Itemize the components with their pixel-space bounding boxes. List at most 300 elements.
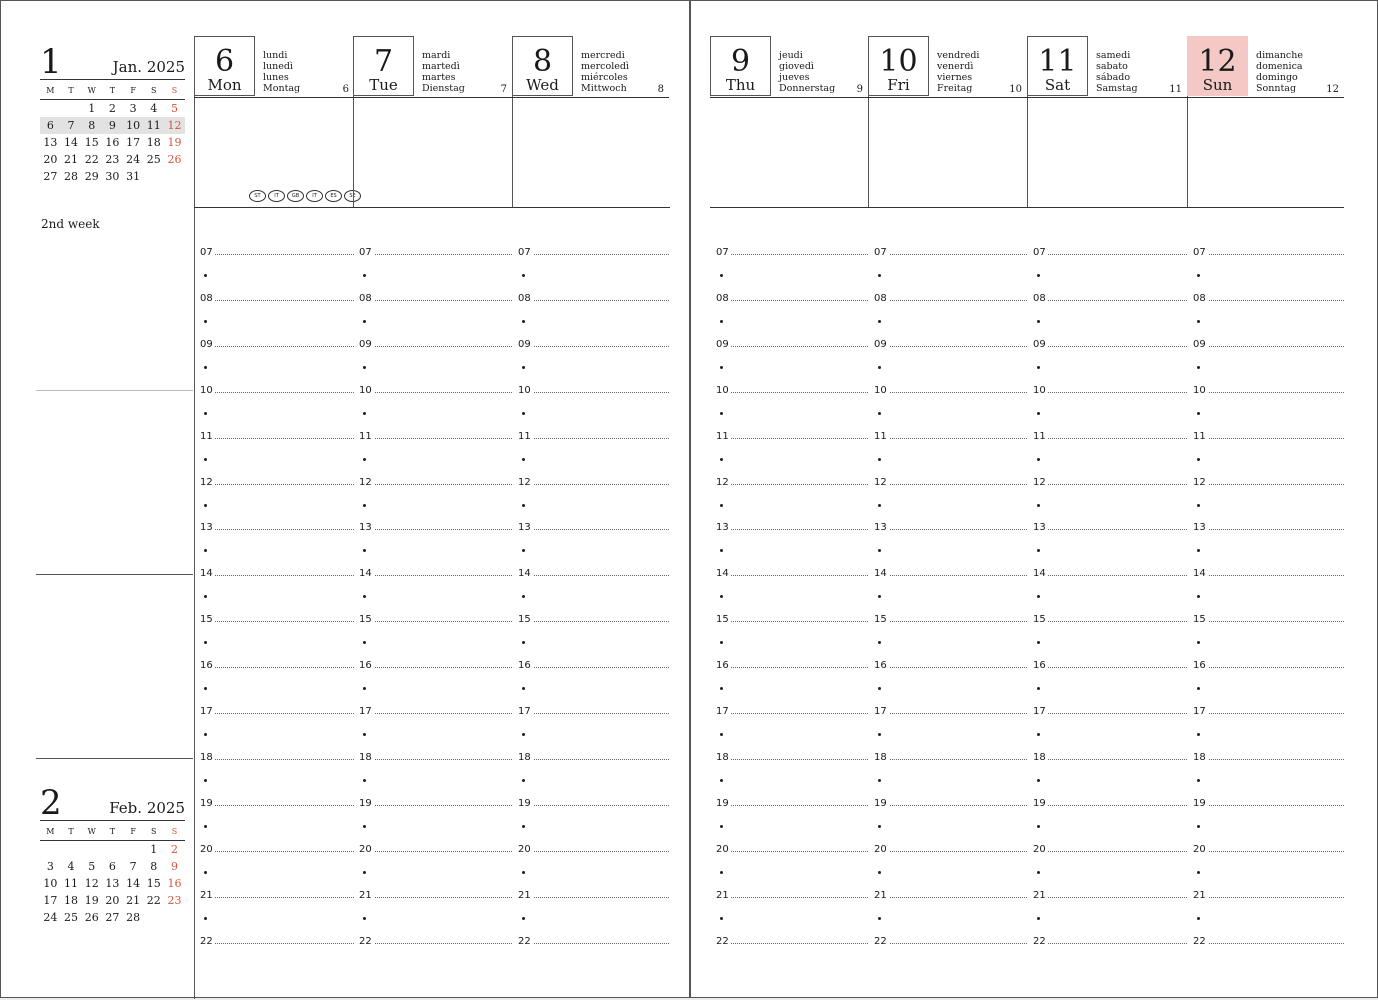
hour-label: 22 xyxy=(716,935,729,947)
hour-slot[interactable] xyxy=(1193,384,1344,398)
hour-slot[interactable] xyxy=(359,430,512,444)
hour-slot[interactable] xyxy=(1033,476,1187,490)
hour-slot[interactable] xyxy=(359,889,512,903)
hour-slot[interactable] xyxy=(1193,430,1344,444)
hour-slot[interactable] xyxy=(716,797,868,811)
hour-slot[interactable] xyxy=(518,292,669,306)
calendar-day: 22 xyxy=(84,153,99,166)
hour-slot[interactable] xyxy=(200,246,354,260)
half-hour-dot xyxy=(1197,504,1200,507)
day-names-multilingual xyxy=(422,50,465,94)
hour-line xyxy=(214,346,354,347)
hour-line xyxy=(1207,529,1344,530)
hour-slot[interactable] xyxy=(1033,843,1187,857)
calendar-day: 25 xyxy=(64,911,79,924)
half-hour-dot xyxy=(522,641,525,644)
calendar-day: 11 xyxy=(143,117,164,134)
hour-slot[interactable] xyxy=(1193,613,1344,627)
half-hour-dot xyxy=(204,779,207,782)
hour-slot[interactable] xyxy=(1033,751,1187,765)
hour-slot[interactable] xyxy=(1033,430,1187,444)
hour-line xyxy=(730,346,868,347)
hour-slot[interactable] xyxy=(200,567,354,581)
hour-line xyxy=(1207,346,1344,347)
hour-slot[interactable] xyxy=(359,751,512,765)
hour-slot[interactable] xyxy=(1033,705,1187,719)
hour-label: 21 xyxy=(716,889,729,901)
hour-slot[interactable] xyxy=(359,476,512,490)
half-hour-dot xyxy=(720,779,723,782)
day-number: 6 xyxy=(214,44,235,79)
hour-slot[interactable] xyxy=(1193,476,1344,490)
hour-line xyxy=(730,667,868,668)
calendar-day xyxy=(61,841,82,858)
hour-label: 08 xyxy=(716,292,729,304)
half-hour-dot xyxy=(720,687,723,690)
hour-line xyxy=(532,805,669,806)
hour-slot[interactable] xyxy=(359,935,512,949)
half-hour-dot xyxy=(363,320,366,323)
hour-line xyxy=(888,254,1027,255)
header-separator xyxy=(194,207,670,208)
hour-slot[interactable] xyxy=(1193,705,1344,719)
hour-slot[interactable] xyxy=(1033,889,1187,903)
half-hour-dot xyxy=(522,779,525,782)
hour-slot[interactable] xyxy=(716,338,868,352)
calendar-day: 31 xyxy=(126,170,141,183)
hour-line xyxy=(214,392,354,393)
day-name: jeudi xyxy=(779,50,803,61)
hour-label: 13 xyxy=(518,522,531,534)
hour-line xyxy=(373,851,512,852)
hour-line xyxy=(888,943,1027,944)
hour-slot[interactable] xyxy=(518,476,669,490)
hour-slot[interactable] xyxy=(716,843,868,857)
calendar-day: 5 xyxy=(88,860,96,873)
half-hour-dot xyxy=(204,366,207,369)
hour-slot[interactable] xyxy=(874,843,1027,857)
hour-slot[interactable] xyxy=(716,476,868,490)
hour-slot[interactable] xyxy=(874,521,1027,535)
hour-slot[interactable] xyxy=(874,246,1027,260)
hour-slot[interactable] xyxy=(518,613,669,627)
half-hour-dot xyxy=(878,549,881,552)
mini-calendar-january xyxy=(40,42,185,185)
day-number: 9 xyxy=(730,44,751,79)
left-page xyxy=(0,0,690,998)
hour-line xyxy=(1047,392,1187,393)
hour-slot[interactable] xyxy=(874,430,1027,444)
hour-slot[interactable] xyxy=(1033,521,1187,535)
hour-slot[interactable] xyxy=(716,430,868,444)
half-hour-dot xyxy=(522,825,525,828)
mini-calendar-header xyxy=(40,42,185,82)
hour-slot[interactable] xyxy=(200,797,354,811)
hour-label: 21 xyxy=(1193,889,1206,901)
hour-line xyxy=(730,805,868,806)
day-name: venerdì xyxy=(937,61,974,72)
weekday-header: S xyxy=(164,83,185,100)
calendar-day: 24 xyxy=(43,911,58,924)
hour-label: 07 xyxy=(518,247,531,258)
calendar-day: 3 xyxy=(46,860,54,873)
day-abbreviation: Sun xyxy=(1202,76,1233,94)
hour-slot[interactable] xyxy=(359,843,512,857)
half-hour-dot xyxy=(204,917,207,920)
half-hour-dot xyxy=(878,274,881,277)
hour-slot[interactable] xyxy=(1193,843,1344,857)
hour-label: 18 xyxy=(359,751,372,763)
hour-line xyxy=(888,805,1027,806)
calendar-day: 11 xyxy=(64,877,79,890)
half-hour-dot xyxy=(1037,274,1040,277)
hour-slot[interactable] xyxy=(200,935,354,949)
hour-line xyxy=(730,575,868,576)
hour-slot[interactable] xyxy=(359,659,512,673)
day-number: 8 xyxy=(532,44,553,79)
hour-slot[interactable] xyxy=(518,430,669,444)
right-page xyxy=(690,0,1378,998)
half-hour-dot xyxy=(204,641,207,644)
half-hour-dot xyxy=(720,595,723,598)
calendar-day: 26 xyxy=(84,911,99,924)
hour-slot[interactable] xyxy=(518,521,669,535)
day-name: sabato xyxy=(1096,61,1128,72)
calendar-day: 19 xyxy=(167,136,182,149)
calendar-day: 21 xyxy=(126,894,141,907)
half-hour-dot xyxy=(1037,917,1040,920)
hour-label: 20 xyxy=(1193,843,1206,855)
half-hour-dot xyxy=(204,458,207,461)
hour-line xyxy=(214,713,354,714)
hour-slot[interactable] xyxy=(518,705,669,719)
hour-slot[interactable] xyxy=(200,705,354,719)
hour-slot[interactable] xyxy=(1033,567,1187,581)
hour-line xyxy=(532,346,669,347)
hour-slot[interactable] xyxy=(874,705,1027,719)
hour-slot[interactable] xyxy=(716,889,868,903)
hour-line xyxy=(888,392,1027,393)
hour-slot[interactable] xyxy=(518,797,669,811)
hour-line xyxy=(532,438,669,439)
hour-label: 09 xyxy=(716,338,729,350)
hour-line xyxy=(730,713,868,714)
hour-slot[interactable] xyxy=(518,246,669,260)
hour-line xyxy=(532,575,669,576)
half-hour-dot xyxy=(1197,274,1200,277)
hour-label: 15 xyxy=(1193,614,1206,626)
hour-slot[interactable] xyxy=(1193,292,1344,306)
hour-slot[interactable] xyxy=(874,384,1027,398)
hour-slot[interactable] xyxy=(1193,797,1344,811)
hour-slot[interactable] xyxy=(1193,246,1344,260)
hour-slot[interactable] xyxy=(359,338,512,352)
hour-slot[interactable] xyxy=(716,613,868,627)
hour-label: 15 xyxy=(518,614,531,626)
holiday-marker: SE xyxy=(344,190,361,202)
hour-label: 17 xyxy=(1193,706,1206,717)
half-hour-dot xyxy=(363,871,366,874)
hour-line xyxy=(532,897,669,898)
hour-slot[interactable] xyxy=(359,797,512,811)
half-hour-dot xyxy=(1037,779,1040,782)
hour-line xyxy=(214,805,354,806)
hour-label: 22 xyxy=(359,935,372,947)
hour-slot[interactable] xyxy=(1193,889,1344,903)
hour-label: 19 xyxy=(716,797,729,809)
day-name: martedì xyxy=(422,61,460,72)
hour-label: 20 xyxy=(359,843,372,855)
hour-slot[interactable] xyxy=(1033,292,1187,306)
mini-calendar-february xyxy=(40,783,185,926)
hour-line xyxy=(730,621,868,622)
half-hour-dot xyxy=(878,641,881,644)
hour-label: 20 xyxy=(1033,843,1046,855)
day-name: dimanche xyxy=(1256,50,1303,61)
calendar-day: 28 xyxy=(64,170,79,183)
half-hour-dot xyxy=(1197,549,1200,552)
hour-slot[interactable] xyxy=(359,292,512,306)
hour-line xyxy=(373,943,512,944)
hour-line xyxy=(532,621,669,622)
hour-slot[interactable] xyxy=(1033,797,1187,811)
calendar-day xyxy=(143,168,164,185)
hour-slot[interactable] xyxy=(1193,521,1344,535)
half-hour-dot xyxy=(878,366,881,369)
hour-slot[interactable] xyxy=(716,384,868,398)
hour-label: 12 xyxy=(1033,476,1046,488)
calendar-day: 13 xyxy=(43,136,58,149)
half-hour-dot xyxy=(1197,641,1200,644)
hour-slot[interactable] xyxy=(200,659,354,673)
hour-line xyxy=(730,759,868,760)
day-header xyxy=(353,36,512,98)
hour-label: 09 xyxy=(359,338,372,350)
hour-slot[interactable] xyxy=(359,384,512,398)
hour-line xyxy=(1207,851,1344,852)
hour-slot[interactable] xyxy=(359,567,512,581)
hour-slot[interactable] xyxy=(1193,935,1344,949)
hour-line xyxy=(888,346,1027,347)
day-abbreviation: Tue xyxy=(369,76,398,94)
hour-label: 09 xyxy=(518,338,531,350)
hour-line xyxy=(888,759,1027,760)
hour-slot[interactable] xyxy=(874,797,1027,811)
calendar-day: 20 xyxy=(105,894,120,907)
half-hour-dot xyxy=(720,274,723,277)
half-hour-dot xyxy=(363,412,366,415)
day-names-multilingual xyxy=(581,50,629,94)
day-name: mercoledì xyxy=(581,61,629,72)
hour-slot[interactable] xyxy=(518,889,669,903)
hour-slot[interactable] xyxy=(359,705,512,719)
calendar-day: 6 xyxy=(108,860,116,873)
hour-slot[interactable] xyxy=(200,476,354,490)
day-small-number: 7 xyxy=(500,84,507,95)
hour-slot[interactable] xyxy=(200,430,354,444)
day-name: samedi xyxy=(1096,50,1131,61)
hour-slot[interactable] xyxy=(716,751,868,765)
day-number: 11 xyxy=(1038,44,1077,79)
half-hour-dot xyxy=(1037,549,1040,552)
hour-slot[interactable] xyxy=(518,384,669,398)
hour-label: 07 xyxy=(1033,247,1046,258)
hour-label: 11 xyxy=(874,430,887,442)
hour-line xyxy=(373,667,512,668)
half-hour-dot xyxy=(363,917,366,920)
hour-slot[interactable] xyxy=(716,935,868,949)
hour-line xyxy=(730,438,868,439)
hour-slot[interactable] xyxy=(200,338,354,352)
day-name: Donnerstag xyxy=(779,83,836,94)
day-name: sábado xyxy=(1096,72,1131,83)
hour-line xyxy=(214,438,354,439)
hour-slot[interactable] xyxy=(874,889,1027,903)
hour-slot[interactable] xyxy=(200,521,354,535)
day-number-box xyxy=(1027,36,1088,96)
hour-slot[interactable] xyxy=(200,889,354,903)
half-hour-dot xyxy=(363,825,366,828)
half-hour-dot xyxy=(1197,917,1200,920)
hour-slot[interactable] xyxy=(874,659,1027,673)
hour-line xyxy=(373,713,512,714)
half-hour-dot xyxy=(363,687,366,690)
hour-label: 16 xyxy=(874,660,887,672)
hour-label: 19 xyxy=(200,797,213,809)
hour-slot[interactable] xyxy=(716,659,868,673)
hour-label: 14 xyxy=(874,568,887,580)
hour-slot[interactable] xyxy=(716,567,868,581)
calendar-day: 26 xyxy=(167,153,182,166)
hour-line xyxy=(214,575,354,576)
hour-label: 12 xyxy=(200,476,213,488)
hour-label: 19 xyxy=(518,797,531,809)
hour-label: 22 xyxy=(518,935,531,947)
hour-label: 14 xyxy=(716,568,729,580)
hour-slot[interactable] xyxy=(1033,613,1187,627)
half-hour-dot xyxy=(522,366,525,369)
hour-slot[interactable] xyxy=(874,292,1027,306)
calendar-day: 6 xyxy=(40,117,61,134)
half-hour-dot xyxy=(522,595,525,598)
hour-label: 18 xyxy=(518,751,531,763)
hour-slot[interactable] xyxy=(518,338,669,352)
half-hour-dot xyxy=(363,504,366,507)
hour-slot[interactable] xyxy=(518,751,669,765)
hour-slot[interactable] xyxy=(200,292,354,306)
hour-slot[interactable] xyxy=(1033,246,1187,260)
calendar-day: 2 xyxy=(108,102,116,115)
hour-slot[interactable] xyxy=(1033,659,1187,673)
hour-label: 08 xyxy=(1033,292,1046,304)
hour-slot[interactable] xyxy=(359,613,512,627)
hour-slot[interactable] xyxy=(1193,751,1344,765)
hour-slot[interactable] xyxy=(200,843,354,857)
hour-slot[interactable] xyxy=(518,659,669,673)
hour-label: 18 xyxy=(1193,751,1206,763)
half-hour-dot xyxy=(878,504,881,507)
day-name: lunes xyxy=(263,72,289,83)
day-header xyxy=(1187,36,1344,98)
hour-label: 13 xyxy=(359,522,372,534)
hour-slot[interactable] xyxy=(1033,935,1187,949)
hour-slot[interactable] xyxy=(874,476,1027,490)
hour-label: 21 xyxy=(1033,889,1046,901)
day-abbreviation: Mon xyxy=(207,76,242,94)
day-header xyxy=(194,36,354,98)
column-divider xyxy=(194,37,195,999)
day-number-box xyxy=(194,36,255,96)
hour-line xyxy=(1047,575,1187,576)
day-name: viernes xyxy=(937,72,973,83)
half-hour-dot xyxy=(1197,320,1200,323)
hour-slot[interactable] xyxy=(1033,384,1187,398)
calendar-day xyxy=(81,841,102,858)
hour-slot[interactable] xyxy=(716,292,868,306)
hour-slot[interactable] xyxy=(359,521,512,535)
half-hour-dot xyxy=(363,595,366,598)
half-hour-dot xyxy=(878,871,881,874)
hour-slot[interactable] xyxy=(874,613,1027,627)
hour-slot[interactable] xyxy=(874,751,1027,765)
calendar-day: 20 xyxy=(43,153,58,166)
half-hour-dot xyxy=(1197,366,1200,369)
hour-slot[interactable] xyxy=(716,705,868,719)
hour-line xyxy=(373,529,512,530)
half-hour-dot xyxy=(720,549,723,552)
calendar-day: 16 xyxy=(167,877,182,890)
hour-slot[interactable] xyxy=(200,751,354,765)
hour-slot[interactable] xyxy=(874,567,1027,581)
half-hour-dot xyxy=(878,595,881,598)
hour-slot[interactable] xyxy=(874,935,1027,949)
hour-label: 15 xyxy=(874,614,887,626)
hour-label: 18 xyxy=(874,751,887,763)
half-hour-dot xyxy=(878,825,881,828)
hour-slot[interactable] xyxy=(200,613,354,627)
half-hour-dot xyxy=(204,871,207,874)
day-names-multilingual xyxy=(1096,50,1138,94)
hour-slot[interactable] xyxy=(874,338,1027,352)
calendar-day: 3 xyxy=(129,102,137,115)
hour-label: 17 xyxy=(518,706,531,717)
hour-slot[interactable] xyxy=(518,843,669,857)
hour-slot[interactable] xyxy=(359,246,512,260)
hour-slot[interactable] xyxy=(1193,659,1344,673)
calendar-day xyxy=(123,841,144,858)
hour-label: 20 xyxy=(874,843,887,855)
hour-line xyxy=(373,575,512,576)
hour-label: 19 xyxy=(1193,797,1206,809)
hour-line xyxy=(730,392,868,393)
hour-slot[interactable] xyxy=(716,246,868,260)
day-number: 7 xyxy=(373,44,394,79)
hour-slot[interactable] xyxy=(1033,338,1187,352)
calendar-day: 1 xyxy=(88,102,96,115)
calendar-day: 29 xyxy=(84,170,99,183)
half-hour-dot xyxy=(878,687,881,690)
hour-slot[interactable] xyxy=(1193,338,1344,352)
day-name: Freitag xyxy=(937,83,973,94)
hour-line xyxy=(730,300,868,301)
holiday-country-markers xyxy=(249,190,361,202)
hour-slot[interactable] xyxy=(518,567,669,581)
hour-slot[interactable] xyxy=(200,384,354,398)
holiday-marker: GB xyxy=(287,190,304,202)
hour-slot[interactable] xyxy=(716,521,868,535)
hour-slot[interactable] xyxy=(518,935,669,949)
hour-slot[interactable] xyxy=(1193,567,1344,581)
